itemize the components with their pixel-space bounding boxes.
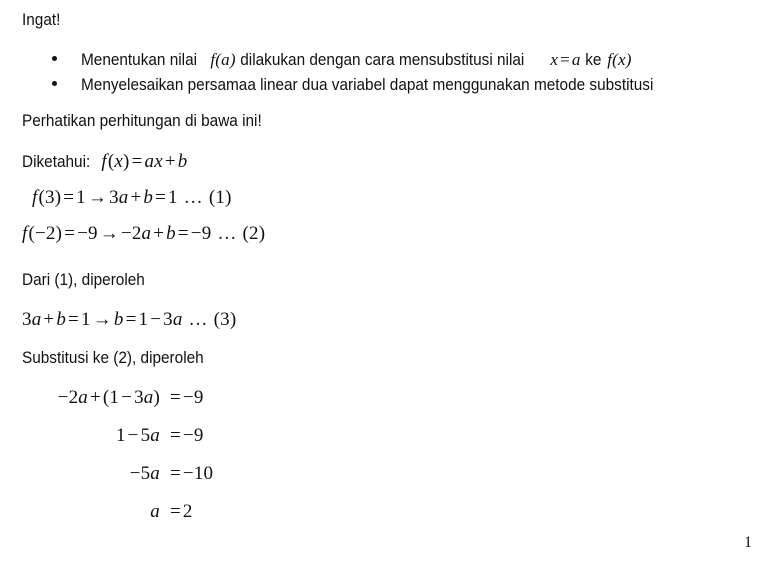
page-heading: Ingat! <box>22 11 61 29</box>
list-item <box>52 76 696 95</box>
step-rhs: = 2 <box>170 501 193 522</box>
given-function: f(x) = ax + b <box>101 151 188 172</box>
equation-1: f(3) = 1 → 3a + b = 1 … (1) <box>32 187 232 208</box>
step-lhs: 1 − 5a <box>115 425 160 446</box>
step-rhs: = −9 <box>170 387 204 408</box>
from-label: Dari (1), diperoleh <box>22 271 145 289</box>
instruction-text: Perhatikan perhitungan di bawa ini! <box>22 112 262 130</box>
list-item <box>52 50 632 70</box>
page-number: 1 <box>744 534 752 551</box>
step-rhs: = −10 <box>170 463 214 484</box>
equation-3: 3a + b = 1 → b = 1 − 3a … (3) <box>22 309 237 330</box>
list-item-label: Menentukan nilai f(a) dilakukan dengan cara mensubstitusi nilai x = a ke f(x) <box>81 50 632 69</box>
given-label: Diketahui: <box>22 153 91 171</box>
given-line <box>22 152 187 171</box>
bullet-dot-icon <box>52 56 57 61</box>
equation-2: f(−2) = −9 → −2a + b = −9 … (2) <box>22 223 266 244</box>
substitute-label: Substitusi ke (2), diperoleh <box>22 349 204 367</box>
bullet-dot-icon <box>52 81 57 86</box>
step-lhs: a <box>150 501 160 522</box>
step-lhs: −5a <box>129 463 160 484</box>
list-item-label: Menyelesaikan persamaa linear dua variabel dapat menggunakan metode substitusi <box>81 76 654 94</box>
step-rhs: = −9 <box>170 425 204 446</box>
step-lhs: −2a + (1 − 3a) <box>57 387 160 408</box>
